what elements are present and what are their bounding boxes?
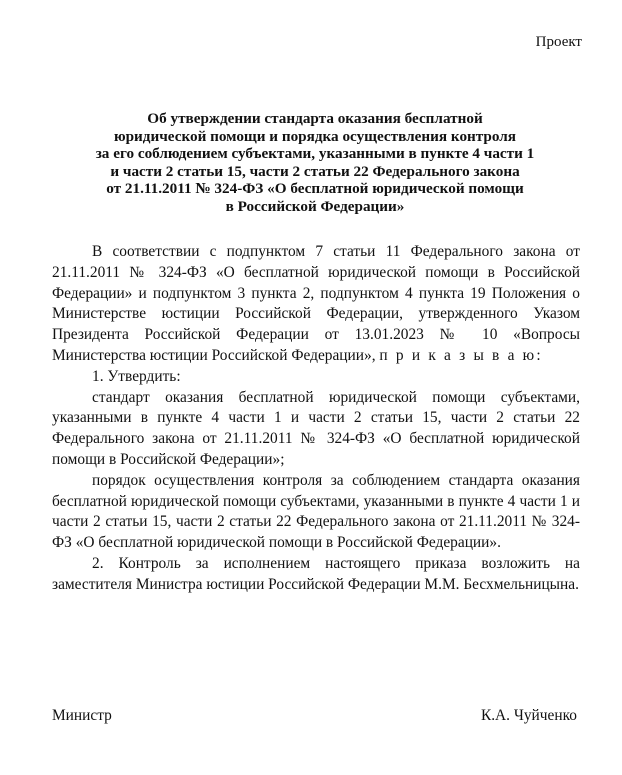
title-line: от 21.11.2011 № 324-ФЗ «О бесплатной юридической помощи bbox=[106, 180, 524, 197]
intro-paragraph bbox=[52, 242, 580, 367]
item-1-heading: 1. Утвердить: bbox=[92, 367, 181, 385]
title-line: в Российской Федерации» bbox=[225, 197, 405, 215]
document-title bbox=[60, 110, 570, 215]
item-2-control: 2. Контроль за исполнением настоящего приказа возложить на заместителя Министра юстиции Российской Федерации М.М. Бесхмельницына. bbox=[52, 554, 580, 593]
intro-text: В соответствии с подпунктом 7 статьи 11 Федерального закона от 21.11.2011 № 324-ФЗ «О бесплатной юридической помощи в Российской Федерации» и подпунктом 3 пункта 2, подпунктом 4 пункта 19 Положения о Министерстве юстиции Российской Федерации, утвержденного Указом Президента Российской Федерации от 13.01.2023 № 10 «Вопросы Министерства юстиции Российской Федерации», bbox=[52, 243, 580, 364]
title-line: и части 2 статьи 15, части 2 статьи 22 Федерального закона bbox=[110, 162, 520, 180]
order-word: п р и к а з ы в а ю: bbox=[379, 346, 543, 364]
document-body bbox=[52, 242, 580, 596]
title-line: за его соблюдением субъектами, указанными в пункте 4 части 1 bbox=[95, 145, 535, 162]
title-line: Об утверждении стандарта оказания бесплатной bbox=[147, 110, 483, 127]
signature-position: Министр bbox=[52, 707, 112, 724]
item-1-procedure: порядок осуществления контроля за соблюдением стандарта оказания бесплатной юридической помощи субъектами, указанными в пункте 4 части 1 и части 2 статьи 15, части 2 статьи 22 Федерального закона от 21.11.2011 № 324-ФЗ «О бесплатной юридической помощи в Российской Федерации». bbox=[52, 471, 580, 552]
project-label: Проект bbox=[535, 34, 582, 50]
title-line: юридической помощи и порядка осуществления контроля bbox=[113, 127, 517, 145]
signature-name: К.А. Чуйченко bbox=[480, 707, 577, 724]
item-1-standard: стандарт оказания бесплатной юридической помощи субъектами, указанными в пункте 4 части 1 и части 2 статьи 15, части 2 статьи 22 Федерального закона от 21.11.2011 № 324-ФЗ «О бесплатной юридической помощи в Российской Федерации»; bbox=[52, 388, 580, 468]
